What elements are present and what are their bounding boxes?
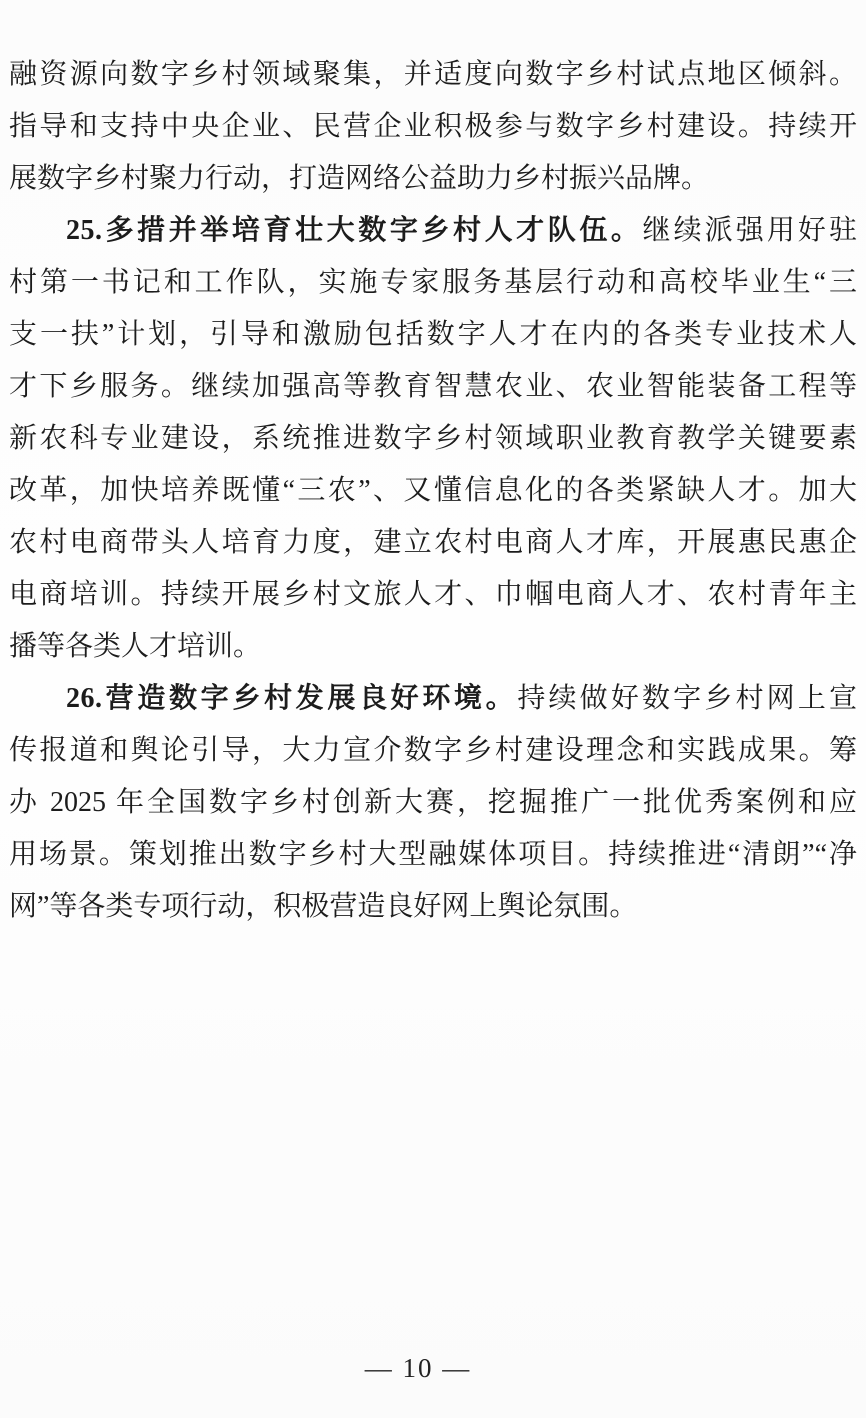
text-segment: 电商培训。持续开展乡村文旅人才、巾帼电商人才、农村青年主 — [9, 579, 857, 610]
page-footer — [0, 1348, 836, 1388]
paragraph-26 — [9, 673, 857, 933]
text-segment: 传报道和舆论引导，大力宣介数字乡村建设理念和实践成果。筹 — [9, 735, 857, 766]
text-line — [9, 881, 857, 933]
text-line — [9, 413, 857, 465]
text-segment: 改革，加快培养既懂“三农”、又懂信息化的各类紧缺人才。加大 — [9, 475, 857, 506]
text-line — [9, 153, 857, 205]
text-line — [9, 361, 857, 413]
text-line — [9, 257, 857, 309]
paragraph-25 — [9, 205, 857, 673]
text-line — [9, 673, 857, 725]
text-segment: 新农科专业建设，系统推进数字乡村领域职业教育教学关键要素 — [9, 423, 857, 454]
text-line — [9, 309, 857, 361]
text-line — [9, 621, 857, 673]
text-line — [9, 205, 857, 257]
text-segment: 农村电商带头人培育力度，建立农村电商人才库，开展惠民惠企 — [9, 527, 857, 558]
text-segment: 支一扶”计划，引导和激励包括数字人才在内的各类专业技术人 — [9, 319, 857, 350]
text-segment: 办 2025 年全国数字乡村创新大赛，挖掘推广一批优秀案例和应 — [9, 787, 857, 818]
text-segment: 网”等各类专项行动，积极营造良好网上舆论氛围。 — [9, 891, 638, 922]
text-segment: 展数字乡村聚力行动，打造网络公益助力乡村振兴品牌。 — [9, 163, 710, 194]
text-segment: 播等各类人才培训。 — [9, 631, 262, 662]
text-segment: 用场景。策划推出数字乡村大型融媒体项目。持续推进“清朗”“净 — [9, 839, 857, 870]
text-line — [9, 465, 857, 517]
text-line — [9, 569, 857, 621]
text-line — [9, 101, 857, 153]
document-body — [9, 49, 857, 933]
text-segment: 指导和支持中央企业、民营企业积极参与数字乡村建设。持续开 — [9, 111, 857, 142]
text-line — [9, 725, 857, 777]
text-segment: 村第一书记和工作队，实施专家服务基层行动和高校毕业生“三 — [9, 267, 857, 298]
text-line — [9, 829, 857, 881]
paragraph-continuation — [9, 49, 857, 205]
text-line — [9, 517, 857, 569]
page-number: — 10 — — [364, 1353, 472, 1383]
text-segment: 才下乡服务。继续加强高等教育智慧农业、农业智能装备工程等 — [9, 371, 857, 402]
section-heading: 25.多措并举培育壮大数字乡村人才队伍。 — [66, 215, 643, 246]
text-segment: 持续做好数字乡村网上宣 — [517, 683, 857, 714]
text-segment: 继续派强用好驻 — [642, 215, 857, 246]
text-line — [9, 49, 857, 101]
text-line — [9, 777, 857, 829]
section-heading: 26.营造数字乡村发展良好环境。 — [66, 683, 518, 714]
text-segment: 融资源向数字乡村领域聚集，并适度向数字乡村试点地区倾斜。 — [9, 59, 857, 90]
